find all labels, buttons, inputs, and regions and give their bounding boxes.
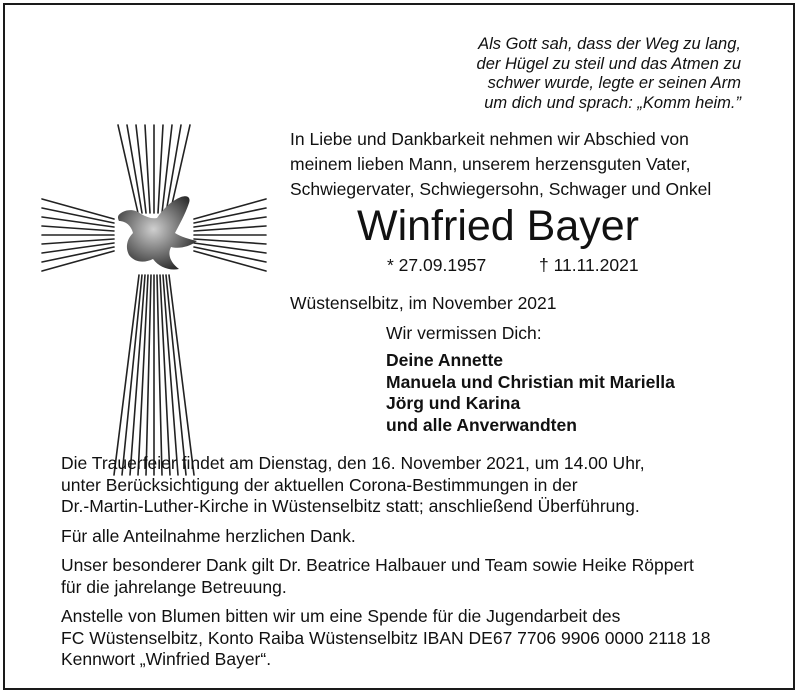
mourner-line: Jörg und Karina: [386, 393, 521, 413]
cross-ray: [42, 226, 114, 231]
obituary-card: [3, 3, 795, 690]
donation-line: FC Wüstenselbitz, Konto Raiba Wüstenselbitz IBAN DE67 7706 9906 0000 2118 18: [61, 627, 711, 648]
dove-icon: [118, 196, 197, 269]
cross-ray: [136, 125, 146, 213]
mourner-line: Deine Annette: [386, 350, 504, 370]
quote-line: um dich und sprach: „Komm heim.”: [484, 93, 741, 112]
intro-line: Schwiegervater, Schwiegersohn, Schwager und Onkel: [290, 179, 712, 199]
cross-ray: [162, 125, 172, 213]
body-text: [61, 445, 711, 679]
birth-date: * 27.09.1957: [387, 255, 487, 275]
quote-line: schwer wurde, legte er seinen Arm: [487, 74, 741, 92]
mourners-list: [386, 350, 675, 436]
funeral-line: unter Berücksichtigung der aktuellen Corona-Bestimmungen in der: [61, 474, 578, 495]
cross-ray: [194, 239, 266, 244]
cross-ray: [145, 125, 150, 213]
funeral-line: Dr.-Martin-Luther-Kirche in Wüstenselbitz statt; anschließend Überführung.: [61, 496, 640, 516]
radiant-cross-icon: [39, 117, 269, 477]
death-date: † 11.11.2021: [539, 255, 639, 275]
intro-line: In Liebe und Dankbarkeit nehmen wir Abschied von: [290, 129, 689, 149]
donation-line: Anstelle von Blumen bitten wir um eine Spende für die Jugendarbeit des: [61, 606, 621, 626]
cross-ray: [194, 226, 266, 231]
thanks-line: Für alle Anteilnahme herzlichen Dank.: [61, 525, 356, 546]
quote-line: Als Gott sah, dass der Weg zu lang,: [478, 35, 741, 53]
special-thanks-line: Unser besonderer Dank gilt Dr. Beatrice Halbauer und Team sowie Heike Röppert: [61, 555, 694, 575]
mourner-line: Manuela und Christian mit Mariella: [386, 371, 675, 392]
mourners-heading: Wir vermissen Dich:: [386, 323, 542, 343]
place-date: Wüstenselbitz, im November 2021: [290, 293, 557, 313]
cross-ray: [194, 243, 266, 253]
deceased-name: Winfried Bayer: [357, 202, 639, 250]
cross-ray: [42, 239, 114, 244]
quote-line: der Hügel zu steil und das Atmen zu: [476, 54, 741, 73]
special-thanks-line: für die jahrelange Betreuung.: [61, 576, 287, 597]
donation-line: Kennwort „Winfried Bayer“.: [61, 649, 272, 669]
mourner-line: und alle Anverwandten: [386, 414, 577, 435]
cross-ray: [194, 217, 266, 227]
funeral-line: Die Trauerfeier findet am Dienstag, den 16. November 2021, um 14.00 Uhr,: [61, 453, 645, 473]
cross-ray: [42, 243, 114, 253]
intro-line: meinem lieben Mann, unserem herzensguten Vater,: [290, 154, 691, 174]
cross-ray: [42, 217, 114, 227]
quote: [441, 35, 741, 113]
intro-text: [290, 127, 711, 202]
cross-ray: [158, 125, 163, 213]
